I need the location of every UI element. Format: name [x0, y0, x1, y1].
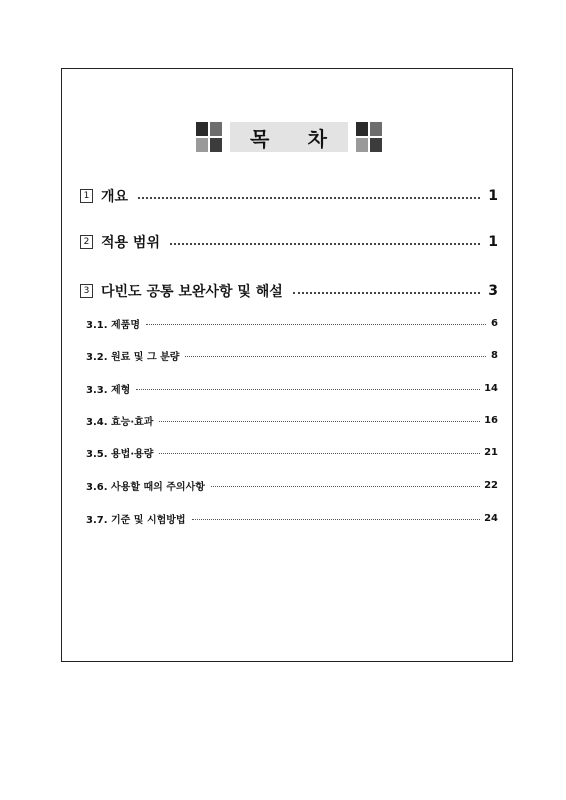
toc-subentry-test-methods[interactable]	[86, 509, 498, 527]
title-char-left: 목	[250, 126, 271, 151]
toc-subentry-dosage[interactable]	[86, 443, 498, 461]
toc-subentry-label: 3.6. 사용할 때의 주의사항	[86, 481, 205, 493]
toc-subentry-page: 16	[484, 414, 498, 426]
dot-leader	[293, 292, 480, 294]
dot-leader	[211, 486, 480, 487]
toc-subentry-label: 3.4. 효능·효과	[86, 416, 154, 428]
toc-subentry-label: 3.2. 원료 및 그 분량	[86, 351, 180, 363]
toc-entry-page: 1	[488, 188, 498, 204]
toc-subentry-page: 21	[484, 446, 498, 458]
dot-leader	[159, 421, 480, 422]
toc-subentry-precautions[interactable]	[86, 476, 498, 494]
toc-subentry-label: 3.1. 제품명	[86, 319, 140, 331]
toc-entry-page: 1	[488, 234, 498, 250]
section-number-box: 1	[80, 189, 93, 203]
toc-title-bar	[196, 122, 382, 152]
toc-entry-label: 개요	[101, 189, 129, 205]
toc-entry-label: 적용 범위	[101, 235, 160, 251]
toc-subentry-page: 14	[484, 382, 498, 394]
toc-entry-scope[interactable]	[80, 231, 498, 253]
section-number-box: 2	[80, 235, 93, 249]
toc-entry-page: 3	[488, 283, 498, 299]
toc-subentry-page: 8	[491, 349, 498, 361]
dot-leader	[192, 519, 481, 520]
toc-subentry-label: 3.7. 기준 및 시험방법	[86, 514, 186, 526]
section-number-box: 3	[80, 284, 93, 298]
dot-leader	[159, 453, 480, 454]
title-ornament-right-icon	[356, 122, 382, 152]
dot-leader	[185, 356, 486, 357]
dot-leader	[146, 324, 486, 325]
toc-subentry-label: 3.3. 제형	[86, 384, 131, 396]
toc-subentry-page: 22	[484, 479, 498, 491]
toc-subentry-page: 24	[484, 512, 498, 524]
title-ornament-left-icon	[196, 122, 222, 152]
toc-subentry-dosage-form[interactable]	[86, 379, 498, 397]
page-title	[230, 122, 348, 152]
toc-subentry-ingredients[interactable]	[86, 346, 498, 364]
dot-leader	[170, 243, 480, 245]
page-frame	[61, 68, 513, 662]
toc-subentry-label: 3.5. 용법·용량	[86, 448, 154, 460]
toc-subentry-product-name[interactable]	[86, 314, 498, 332]
title-char-right: 차	[307, 126, 328, 151]
toc-entry-overview[interactable]	[80, 185, 498, 207]
dot-leader	[136, 389, 480, 390]
toc-entry-label: 다빈도 공통 보완사항 및 해설	[101, 284, 283, 300]
dot-leader	[138, 197, 480, 199]
toc-entry-common-issues[interactable]	[80, 280, 498, 302]
toc-subentry-efficacy[interactable]	[86, 411, 498, 429]
toc-subentry-page: 6	[491, 317, 498, 329]
